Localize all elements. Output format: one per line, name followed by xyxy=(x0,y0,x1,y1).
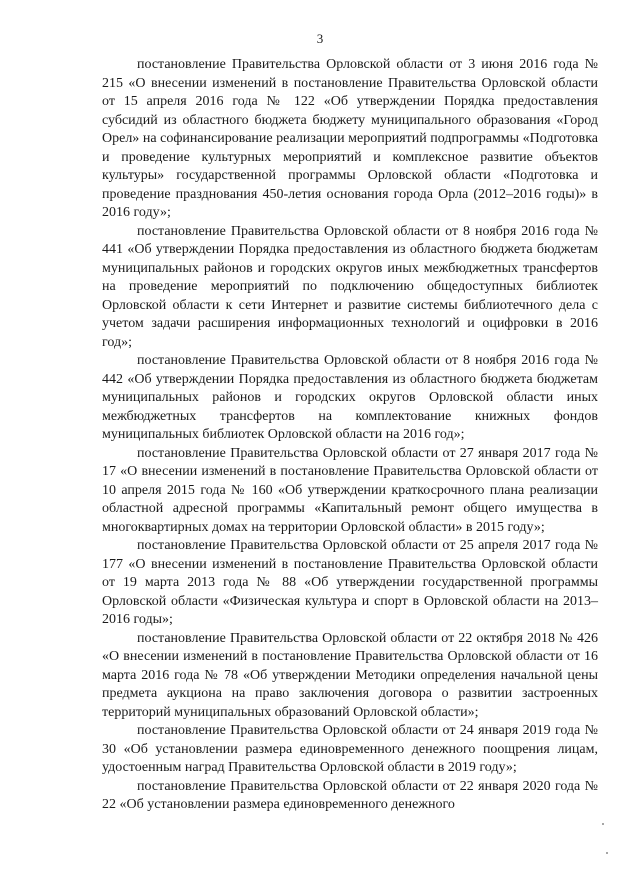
paragraph-resolution-215: постановление Правительства Орловской области от 3 июня 2016 года № 215 «О внесении изменений в постановление Правительства Орловской области от 15 апреля 2016 года № 122 «Об утверждении Порядка предоставления субсидий из областного бюджета бюджету муниципального образования «Город Орел» на софинансирование реализации мероприятий подпрограммы «Подготовка и проведение культурных мероприятий и комплексное развитие объектов культуры» государственной программы Орловской области «Подготовка и проведение празднования 450-летия основания города Орла (2012–2016 годы)» в 2016 году»; xyxy=(102,57,598,220)
page-number: 3 xyxy=(316,31,324,46)
paragraph-resolution-17: постановление Правительства Орловской области от 27 января 2017 года № 17 «О внесении изменений в постановление Правительства Орловской области от 10 апреля 2015 года № 160 «Об утверждении краткосрочного плана реализации областной адресной программы «Капитальный ремонт общего имущества в многоквартирных домах на территории Орловской области» в 2015 году»; xyxy=(102,445,598,535)
document-body xyxy=(102,56,598,815)
paragraph-resolution-177: постановление Правительства Орловской области от 25 апреля 2017 года № 177 «О внесении изменений в постановление Правительства Орловской области от 19 марта 2013 года № 88 «Об утверждении государственной программы Орловской области «Физическая культура и спорт в Орловской области на 2013–2016 годы»; xyxy=(102,538,598,627)
scan-speck xyxy=(602,823,604,825)
paragraph-resolution-30: постановление Правительства Орловской области от 24 января 2019 года № 30 «Об установлении размера единовременного денежного поощрения лицам, удостоенным наград Правительства Орловской области в 2019 году»; xyxy=(102,723,598,775)
scan-speck xyxy=(606,852,608,854)
paragraph-resolution-442: постановление Правительства Орловской области от 8 ноября 2016 года № 442 «Об утверждении Порядка предоставления из областного бюджета бюджетам муниципальных районов и городских округов Орловской области иных межбюджетных трансфертов на комплектование книжных фондов муниципальных библиотек Орловской области на 2016 год»; xyxy=(102,353,598,442)
paragraph-resolution-426: постановление Правительства Орловской области от 22 октября 2018 № 426 «О внесении изменений в постановление Правительства Орловской области от 16 марта 2016 года № 78 «Об утверждении Методики определения начальной цены предмета аукциона на право заключения договора о развитии застроенных территорий муниципальных образований Орловской области»; xyxy=(102,630,598,720)
paragraph-resolution-22: постановление Правительства Орловской области от 22 января 2020 года № 22 «Об установлении размера единовременного денежного xyxy=(102,778,598,812)
paragraph-resolution-441: постановление Правительства Орловской области от 8 ноября 2016 года № 441 «Об утверждении Порядка предоставления из областного бюджета бюджетам муниципальных районов и городских округов иных межбюджетных трансфертов на проведение мероприятий по подключению общедоступных библиотек Орловской области к сети Интернет и развитие системы библиотечного дела с учетом задачи расширения информационных технологий и оцифровки в 2016 год»; xyxy=(102,223,598,350)
